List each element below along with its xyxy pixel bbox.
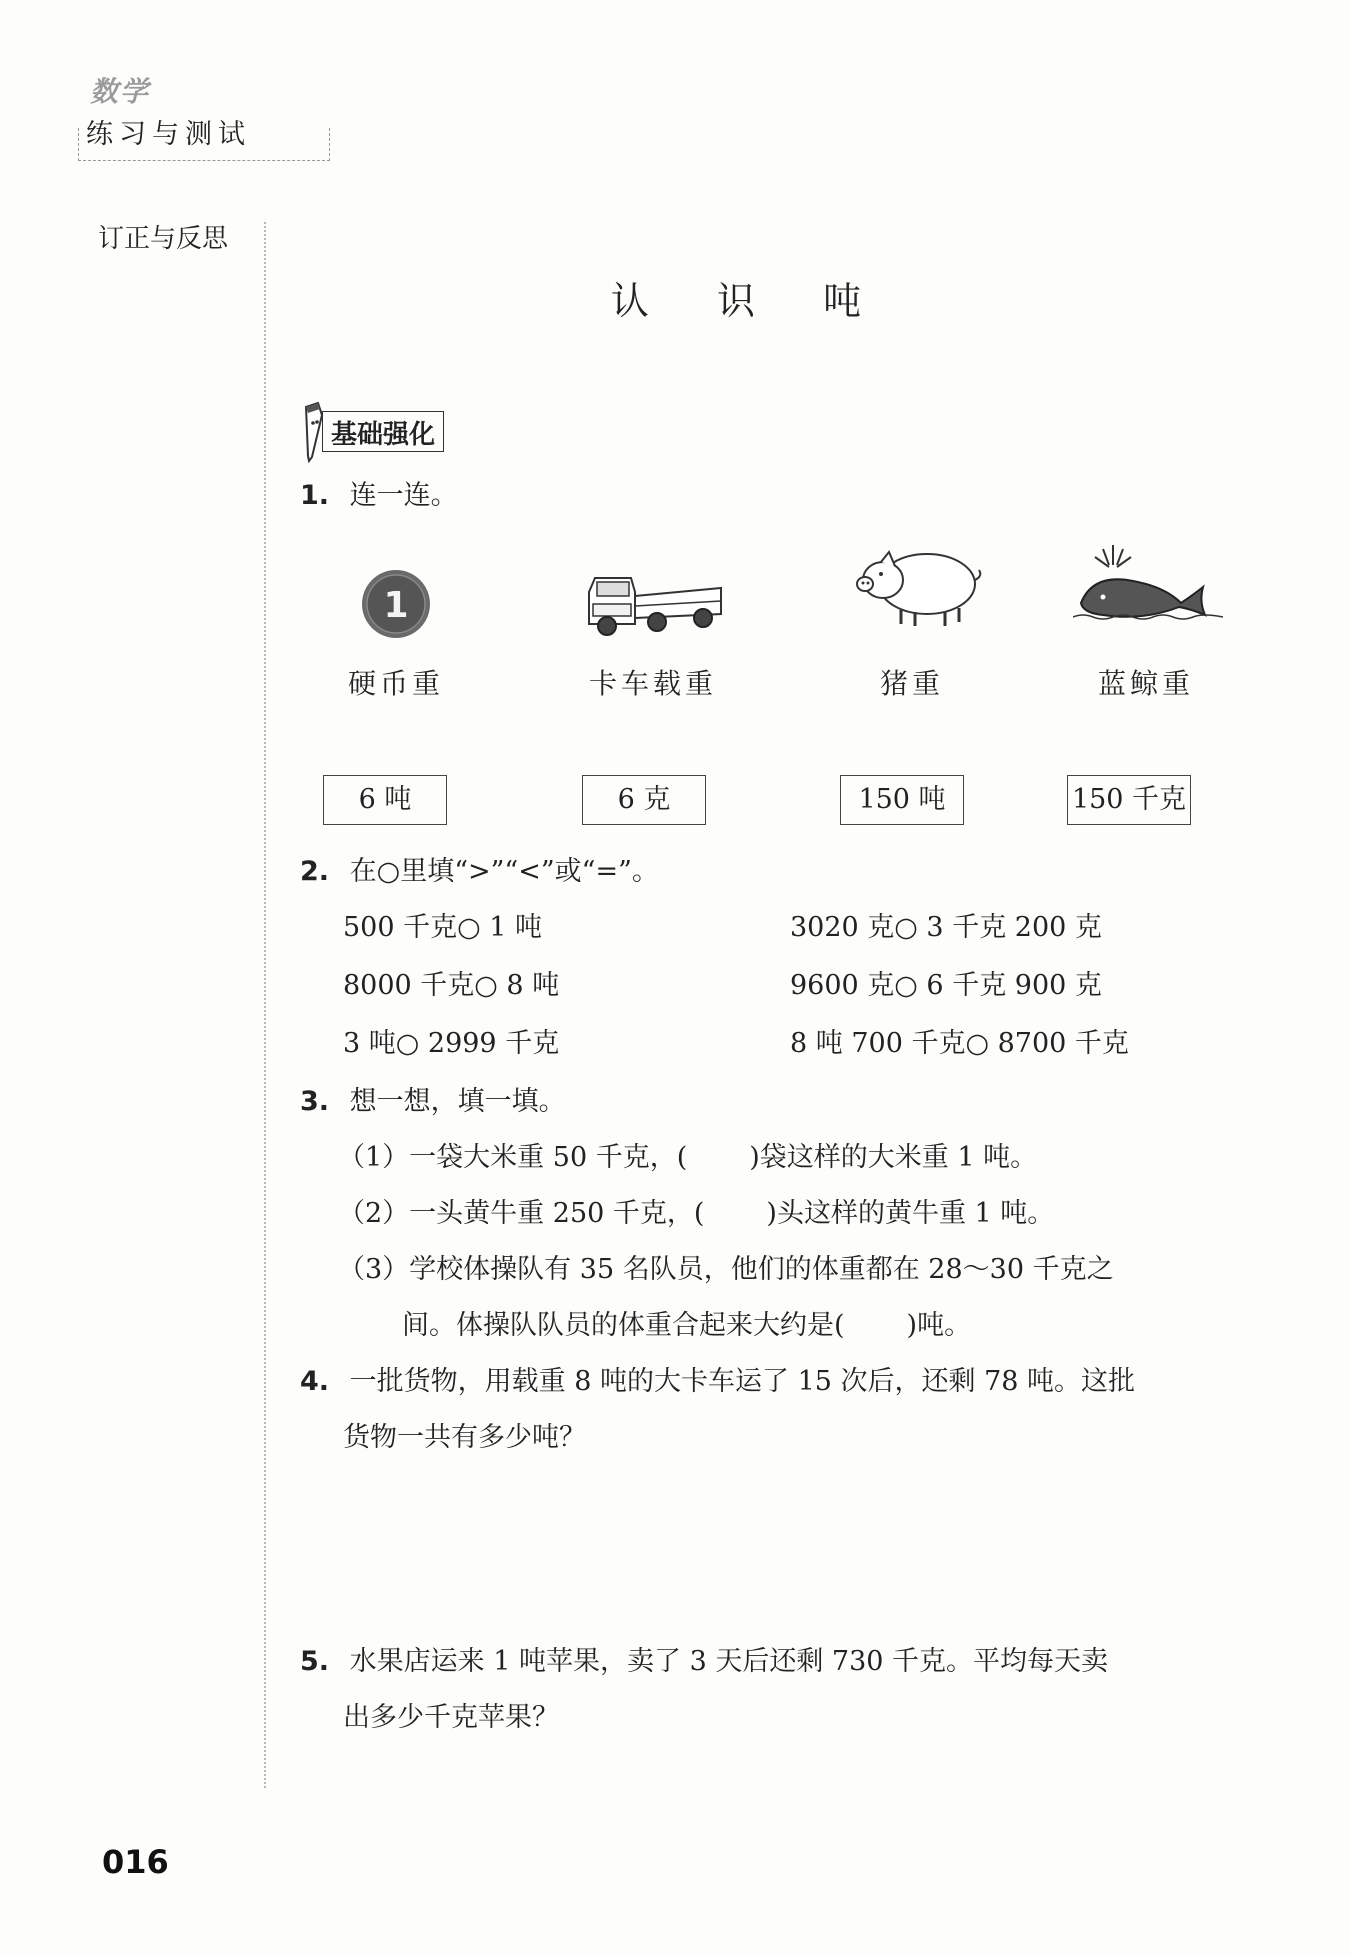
compare-item[interactable]: 9600 克○ 6 千克 900 克 bbox=[790, 970, 1102, 1001]
caption-truck: 卡车载重 bbox=[588, 667, 717, 700]
question-text: 水果店运来 1 吨苹果，卖了 3 天后还剩 730 千克。平均每天卖 bbox=[349, 1646, 1109, 1677]
question-3-2 bbox=[338, 1200, 1054, 1227]
question-4 bbox=[300, 1368, 1135, 1395]
section-label: 基础强化 bbox=[322, 411, 444, 452]
caption-whale: 蓝鲸重 bbox=[1097, 667, 1194, 700]
question-text: 想一想，填一填。 bbox=[349, 1086, 566, 1117]
question-text: 在○里填“>”“<”或“=”。 bbox=[349, 856, 659, 887]
answer-area[interactable] bbox=[343, 1750, 1213, 1820]
question-3-3: （3）学校体操队有 35 名队员，他们的体重都在 28～30 千克之 bbox=[338, 1254, 1114, 1285]
caption-coin: 硬币重 bbox=[347, 667, 444, 700]
question-4-cont: 货物一共有多少吨？ bbox=[343, 1422, 586, 1453]
question-number: 1. bbox=[300, 480, 330, 511]
question-text: 一批货物，用载重 8 吨的大卡车运了 15 次后，还剩 78 吨。这批 bbox=[349, 1366, 1136, 1397]
compare-item[interactable]: 8 吨 700 千克○ 8700 千克 bbox=[790, 1028, 1129, 1059]
sub-question-text: （1）一袋大米重 50 千克，( bbox=[338, 1142, 688, 1173]
compare-item[interactable]: 8000 千克○ 8 吨 bbox=[343, 970, 560, 1001]
sub-question-text: )头这样的黄牛重 1 吨。 bbox=[766, 1198, 1055, 1229]
answer-area[interactable] bbox=[343, 1470, 1213, 1640]
question-5 bbox=[300, 1648, 1108, 1675]
sidebar-label: 订正与反思 bbox=[98, 224, 229, 254]
compare-item[interactable]: 500 千克○ 1 吨 bbox=[343, 912, 543, 943]
question-number: 5. bbox=[300, 1646, 330, 1677]
question-text: 连一连。 bbox=[349, 480, 458, 511]
compare-item[interactable]: 3 吨○ 2999 千克 bbox=[343, 1028, 560, 1059]
question-1 bbox=[300, 482, 458, 509]
question-5-cont: 出多少千克苹果？ bbox=[343, 1702, 559, 1733]
sub-question-text: )袋这样的大米重 1 吨。 bbox=[749, 1142, 1038, 1173]
page-number: 016 bbox=[102, 1843, 169, 1881]
whale-icon bbox=[1073, 545, 1223, 625]
sub-question-text: )吨。 bbox=[906, 1310, 972, 1341]
coin-icon bbox=[360, 568, 432, 640]
pig-icon bbox=[853, 540, 983, 630]
page-title: 认 识 吨 bbox=[610, 279, 890, 323]
header-subject: 数学 bbox=[90, 75, 151, 108]
question-number: 2. bbox=[300, 856, 330, 887]
question-2 bbox=[300, 858, 659, 885]
sub-question-text: （2）一头黄牛重 250 千克，( bbox=[338, 1198, 705, 1229]
answer-box[interactable]: 6 吨 bbox=[323, 775, 447, 825]
sub-question-text: 间。体操队队员的体重合起来大约是( bbox=[402, 1310, 845, 1341]
margin-divider bbox=[264, 222, 266, 1788]
answer-box[interactable]: 150 吨 bbox=[840, 775, 964, 825]
answer-box[interactable]: 6 克 bbox=[582, 775, 706, 825]
compare-item[interactable]: 3020 克○ 3 千克 200 克 bbox=[790, 912, 1102, 943]
header-book-title: 练习与测试 bbox=[86, 119, 251, 150]
question-3 bbox=[300, 1088, 566, 1115]
question-number: 3. bbox=[300, 1086, 330, 1117]
answer-box[interactable]: 150 千克 bbox=[1067, 775, 1191, 825]
coin-value: 1 bbox=[383, 585, 409, 626]
question-3-3-cont bbox=[402, 1312, 971, 1339]
truck-icon bbox=[585, 570, 725, 640]
question-3-1 bbox=[338, 1144, 1037, 1171]
question-number: 4. bbox=[300, 1366, 330, 1397]
caption-pig: 猪重 bbox=[879, 667, 944, 700]
